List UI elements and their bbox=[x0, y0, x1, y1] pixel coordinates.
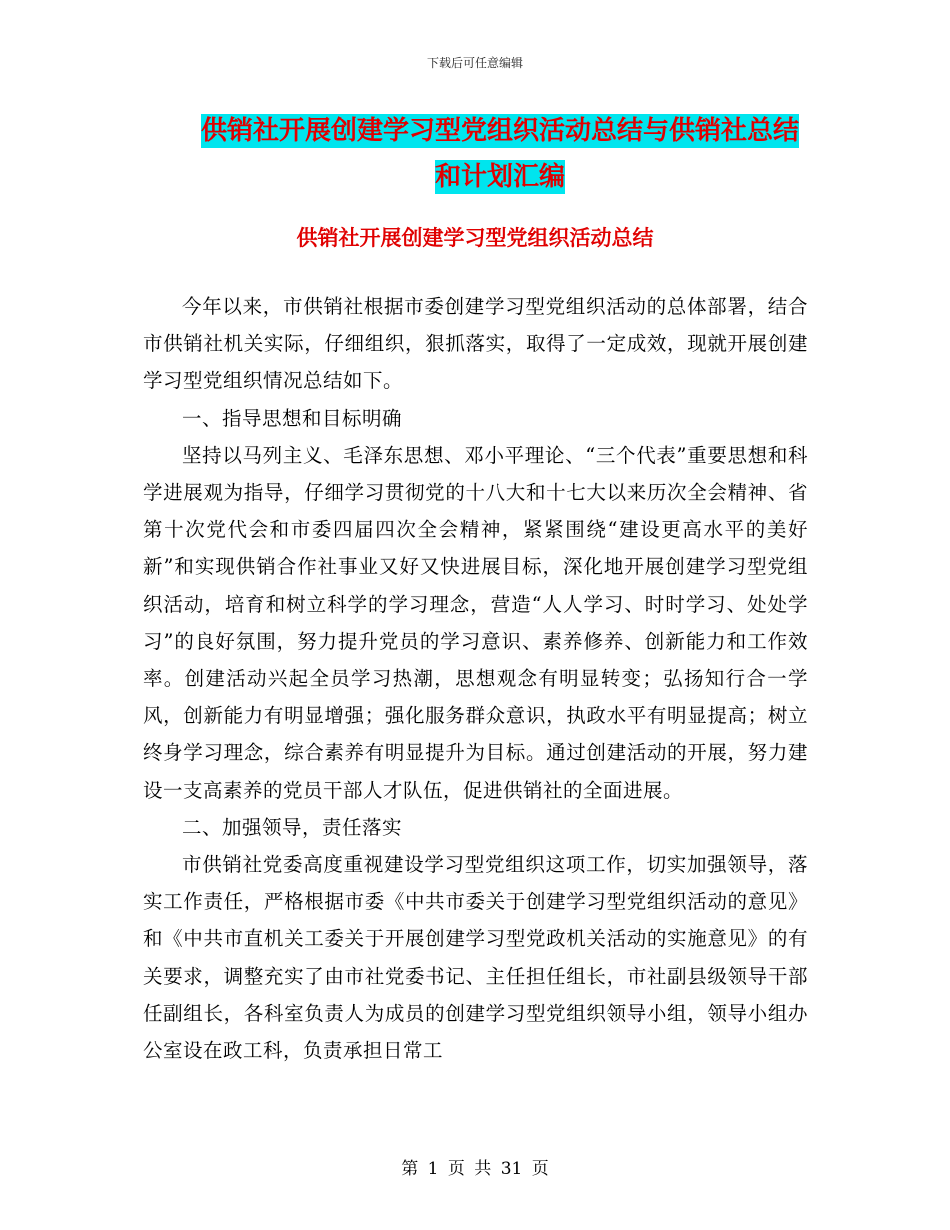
paragraph-intro: 今年以来，市供销社根据市委创建学习型党组织活动的总体部署，结合市供销社机关实际，仔细组织，狠抓落实，取得了一定成效，现就开展创建学习型党组织情况总结如下。 bbox=[143, 295, 808, 393]
heading-guiding-ideology: 一、指导思想和目标明确 bbox=[182, 406, 403, 430]
heading-leadership: 二、加强领导，责任落实 bbox=[182, 815, 403, 839]
paragraph-leadership: 市供销社党委高度重视建设学习型党组织这项工作，切实加强领导，落实工作责任，严格根据市委《中共市委关于创建学习型党组织活动的意见》和《中共市直机关工委关于开展创建学习型党政机关活动的实施意见》的有关要求，调整充实了由市社党委书记、主任担任组长，市社副县级领导干部任副组长，各科室负责人为成员的创建学习型党组织领导小组，领导小组办公室设在政工科，负责承担日常工 bbox=[143, 853, 808, 1063]
section-title: 供销社开展创建学习型党组织活动总结 bbox=[296, 226, 654, 250]
body-text bbox=[143, 288, 808, 1069]
document-title bbox=[160, 108, 840, 200]
header-note: 下载后可任意编辑 bbox=[426, 56, 523, 70]
paragraph-guiding-ideology: 坚持以马列主义、毛泽东思想、邓小平理论、“三个代表”重要思想和科学进展观为指导，仔细学习贯彻党的十八大和十七大以来历次全会精神、省第十次党代会和市委四届四次全会精神，紧紧围绕“建设更高水平的美好新”和实现供销合作社事业又好又快进展目标，深化地开展创建学习型党组织活动，培育和树立科学的学习理念，营造“人人学习、时时学习、处处学习”的良好氛围，努力提升党员的学习意识、素养修养、创新能力和工作效率。创建活动兴起全员学习热潮，思想观念有明显转变；弘扬知行合一学风，创新能力有明显增强；强化服务群众意识，执政水平有明显提高；树立终身学习理念，综合素养有明显提升为目标。通过创建活动的开展，努力建设一支高素养的党员干部人才队伍，促进供销社的全面进展。 bbox=[143, 443, 808, 802]
page-footer: 第 1 页 共 31 页 bbox=[401, 1159, 549, 1179]
document-title-line-2: 和计划汇编 bbox=[434, 162, 565, 192]
document-title-line-1: 供销社开展创建学习型党组织活动总结与供销社总结 bbox=[200, 116, 799, 146]
